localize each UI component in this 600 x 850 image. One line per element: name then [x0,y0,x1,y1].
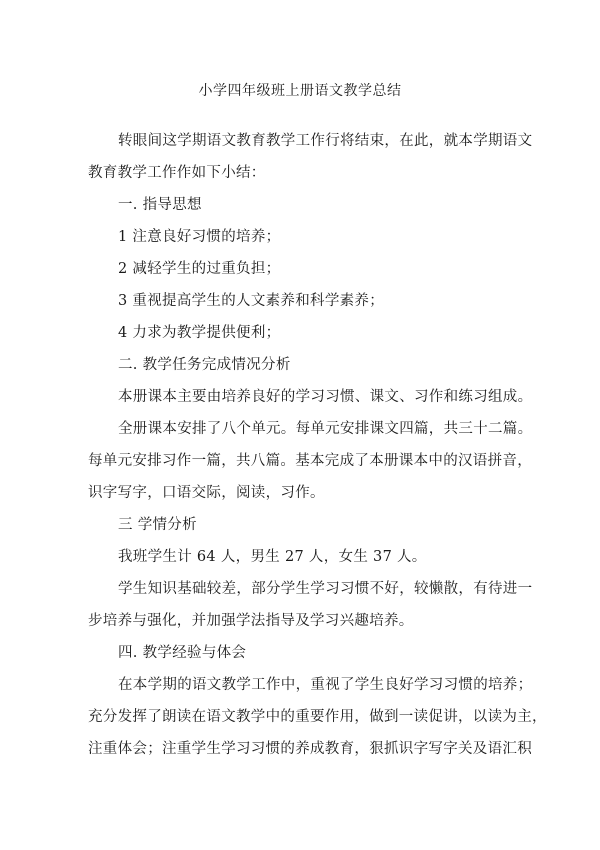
paragraph-line: 识字写字，口语交际，阅读，习作。 [88,485,325,501]
list-item: 1 注意良好习惯的培养； [118,229,281,245]
section-heading: 三 学情分析 [118,517,197,533]
section-heading: 四. 教学经验与体会 [118,645,247,661]
paragraph-line: 学生知识基础较差，部分学生学习习惯不好，较懒散，有待进一 [118,581,533,597]
paragraph-line: 每单元安排习作一篇，共八篇。基本完成了本册课本中的汉语拼音， [88,453,532,469]
paragraph-line: 步培养与强化，并加强学法指导及学习兴趣培养。 [88,613,414,629]
list-item: 4 力求为教学提供便利； [118,325,281,341]
paragraph-line: 本册课本主要由培养良好的学习习惯、课文、习作和练习组成。 [118,389,533,405]
paragraph-line: 全册课本安排了八个单元。每单元安排课文四篇，共三十二篇。 [118,421,533,437]
paragraph-line: 在本学期的语文教学工作中，重视了学生良好学习习惯的培养； [118,677,533,693]
paragraph-line: 注重体会；注重学生学习习惯的养成教育，狠抓识字写字关及语汇积 [88,741,532,757]
list-item: 2 减轻学生的过重负担； [118,261,281,277]
paragraph-line: 我班学生计 64 人，男生 27 人，女生 37 人。 [118,549,427,565]
section-heading: 二. 教学任务完成情况分析 [118,357,291,373]
paragraph-line: 教育教学工作作如下小结： [88,165,266,181]
paragraph-line: 充分发挥了朗读在语文教学中的重要作用，做到一读促讲，以读为主， [88,709,547,725]
list-item: 3 重视提高学生的人文素养和科学素养； [118,293,385,309]
document-title: 小学四年级班上册语文教学总结 [198,83,402,99]
paragraph-line: 转眼间这学期语文教育教学工作行将结束，在此，就本学期语文 [118,133,533,149]
section-heading: 一. 指导思想 [118,197,202,213]
